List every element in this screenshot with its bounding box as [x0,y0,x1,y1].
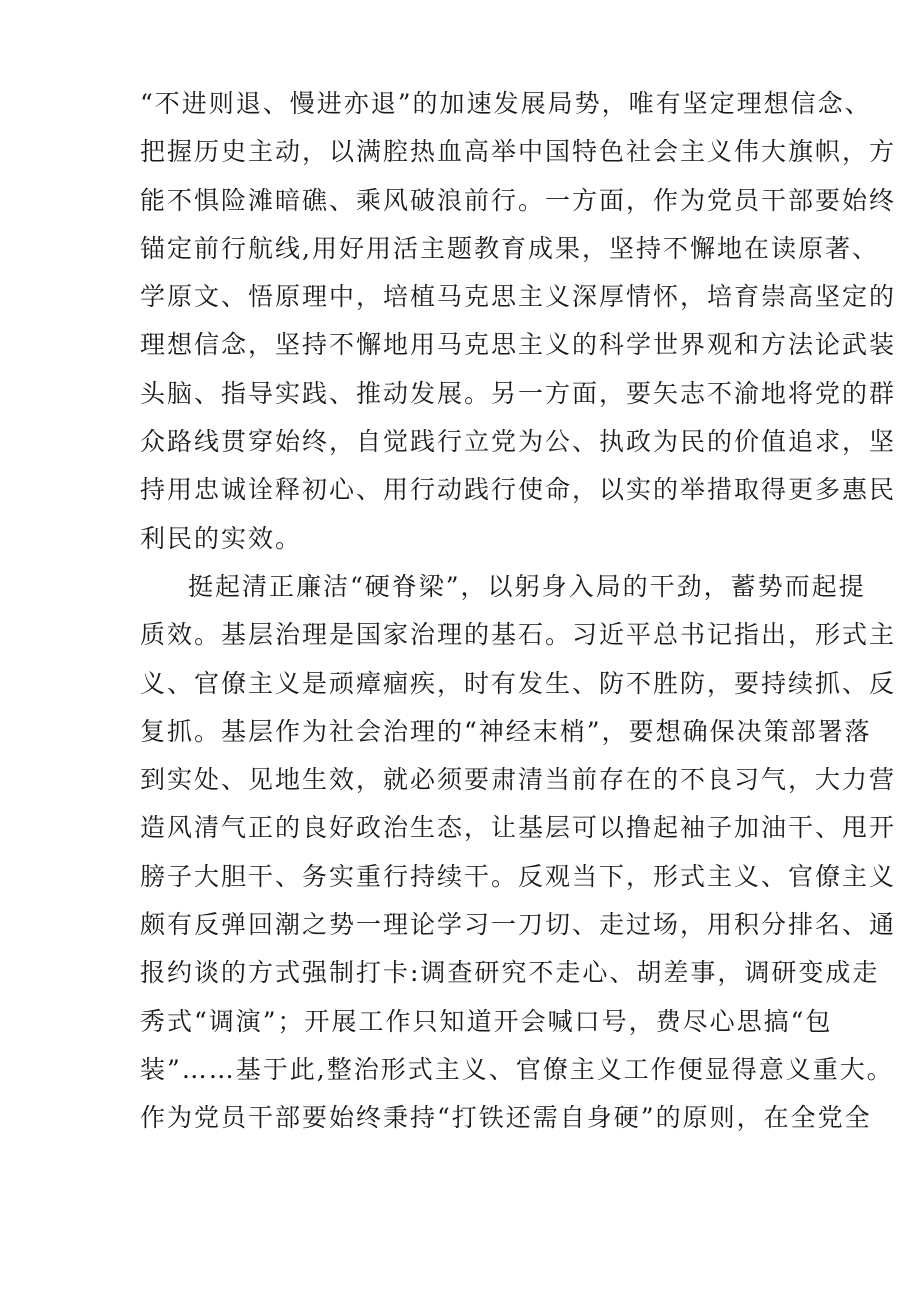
text-line: 理想信念，坚持不懈地用马克思主义的科学世界观和方法论武装 [140,330,897,360]
text-line: 复抓。基层作为社会治理的“神经末梢”，要想确保决策部署落 [140,716,872,746]
text-line: 把握历史主动，以满腔热血高举中国特色社会主义伟大旗帜，方 [140,137,897,167]
text-line: 众路线贯穿始终，自觉践行立党为公、执政为民的价值追求，坚 [140,427,897,457]
text-line: 膀子大胆干、务实重行持续干。反观当下，形式主义、官僚主义 [140,861,897,891]
text-line: 秀式“调演”；开展工作只知道开会喊口号，费尽心思搞“包 [140,1006,833,1036]
text-line: 造风清气正的良好政治生态，让基层可以撸起袖子加油干、甩开 [140,813,897,843]
text-line: 挺起清正廉洁“硬脊梁”，以躬身入局的干劲，蓄势而起提 [188,571,866,601]
paragraph-2 [140,563,897,1143]
text-line: “不进则退、慢进亦退”的加速发展局势，唯有坚定理想信念、 [140,89,872,118]
text-line: 作为党员干部要始终秉持“打铁还需自身硬”的原则，在全党全 [140,1103,872,1133]
text-line: 能不惧险滩暗礁、乘风破浪前行。一方面，作为党员干部要始终 [140,185,897,215]
text-line: 颇有反弹回潮之势一理论学习一刀切、走过场，用积分排名、通 [140,910,897,940]
text-line: 装”……基于此,整治形式主义、官僚主义工作便显得意义重大。 [140,1054,894,1084]
text-line: 报约谈的方式强制打卡:调查研究不走心、胡差事，调研变成走 [140,958,880,988]
text-line: 质效。基层治理是国家治理的基石。习近平总书记指出，形式主 [140,620,897,650]
text-line: 持用忠诚诠释初心、用行动践行使命，以实的举措取得更多惠民 [140,475,897,505]
text-line: 头脑、指导实践、推动发展。另一方面，要矢志不渝地将党的群 [140,378,897,408]
text-line: 义、官僚主义是顽瘴痼疾，时有发生、防不胜防，要持续抓、反 [140,668,897,698]
text-line: 到实处、见地生效，就必须要肃清当前存在的不良习气，大力营 [140,765,897,795]
paragraph-1 [140,80,897,563]
text-line: 利民的实效。 [140,523,303,553]
text-line: 学原文、悟原理中，培植马克思主义深厚情怀，培育崇高坚定的 [140,282,897,312]
text-line: 锚定前行航线,用好用活主题教育成果，坚持不懈地在读原著、 [140,233,879,263]
document-body [140,80,897,1143]
